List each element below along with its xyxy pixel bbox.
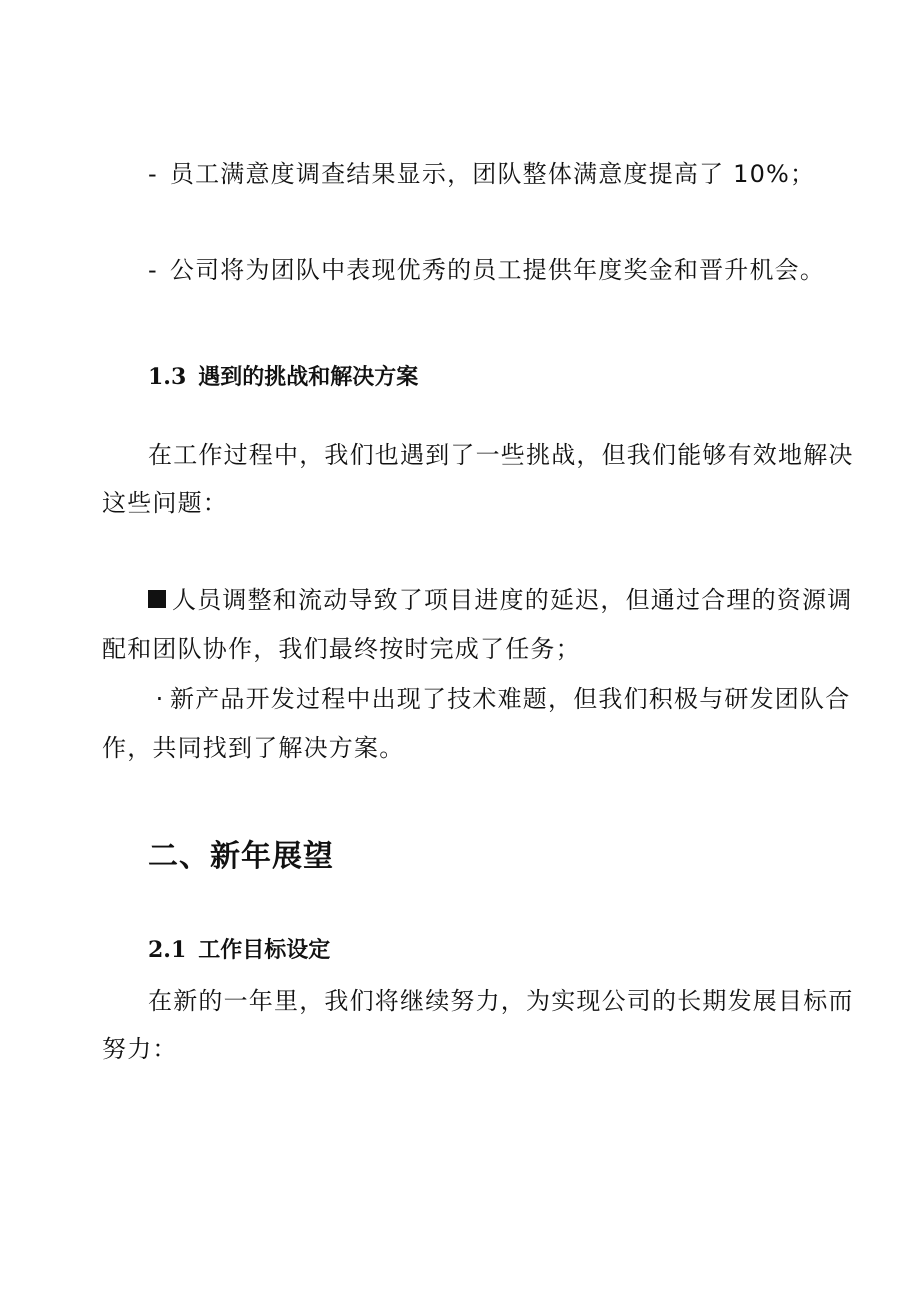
list-item-text: 新产品开发过程中出现了技术难题，但我们积极与研发团队合 (170, 685, 851, 713)
bullet-text: 员工满意度调查结果显示，团队整体满意度提高了 10%； (169, 160, 816, 188)
paragraph-line: 努力： (102, 1035, 178, 1063)
square-bullet-icon (148, 590, 166, 608)
bullet-item-satisfaction (148, 158, 815, 190)
list-item-product-dev (150, 683, 850, 715)
section-heading-1-3 (148, 362, 418, 393)
section-heading-2: 二、新年展望 (148, 839, 334, 874)
section-title: 遇到的挑战和解决方案 (198, 365, 419, 390)
list-item-continuation: 配和团队协作，我们最终按时完成了任务； (102, 635, 581, 663)
bullet-item-bonus (148, 254, 825, 286)
bullet-text: 公司将为团队中表现优秀的员工提供年度奖金和晋升机会。 (169, 256, 826, 284)
section-title: 工作目标设定 (198, 938, 331, 963)
paragraph-line: 在新的一年里，我们将继续努力，为实现公司的长期发展目标而 (148, 987, 854, 1015)
bullet-dash: - (148, 160, 158, 188)
list-item-text: 人员调整和流动导致了项目进度的延迟，但通过合理的资源调 (172, 586, 853, 614)
paragraph-line: 这些问题： (102, 489, 228, 517)
section-number: 2.1 (148, 937, 187, 963)
section-number: 1.3 (148, 364, 187, 390)
list-item-continuation: 作，共同找到了解决方案。 (102, 734, 405, 762)
section-heading-2-1 (148, 935, 330, 966)
bullet-dash: - (148, 256, 158, 284)
list-item-staffing (148, 584, 852, 616)
dot-bullet: · (155, 685, 165, 713)
paragraph-line: 在工作过程中，我们也遇到了一些挑战，但我们能够有效地解决 (148, 441, 854, 469)
